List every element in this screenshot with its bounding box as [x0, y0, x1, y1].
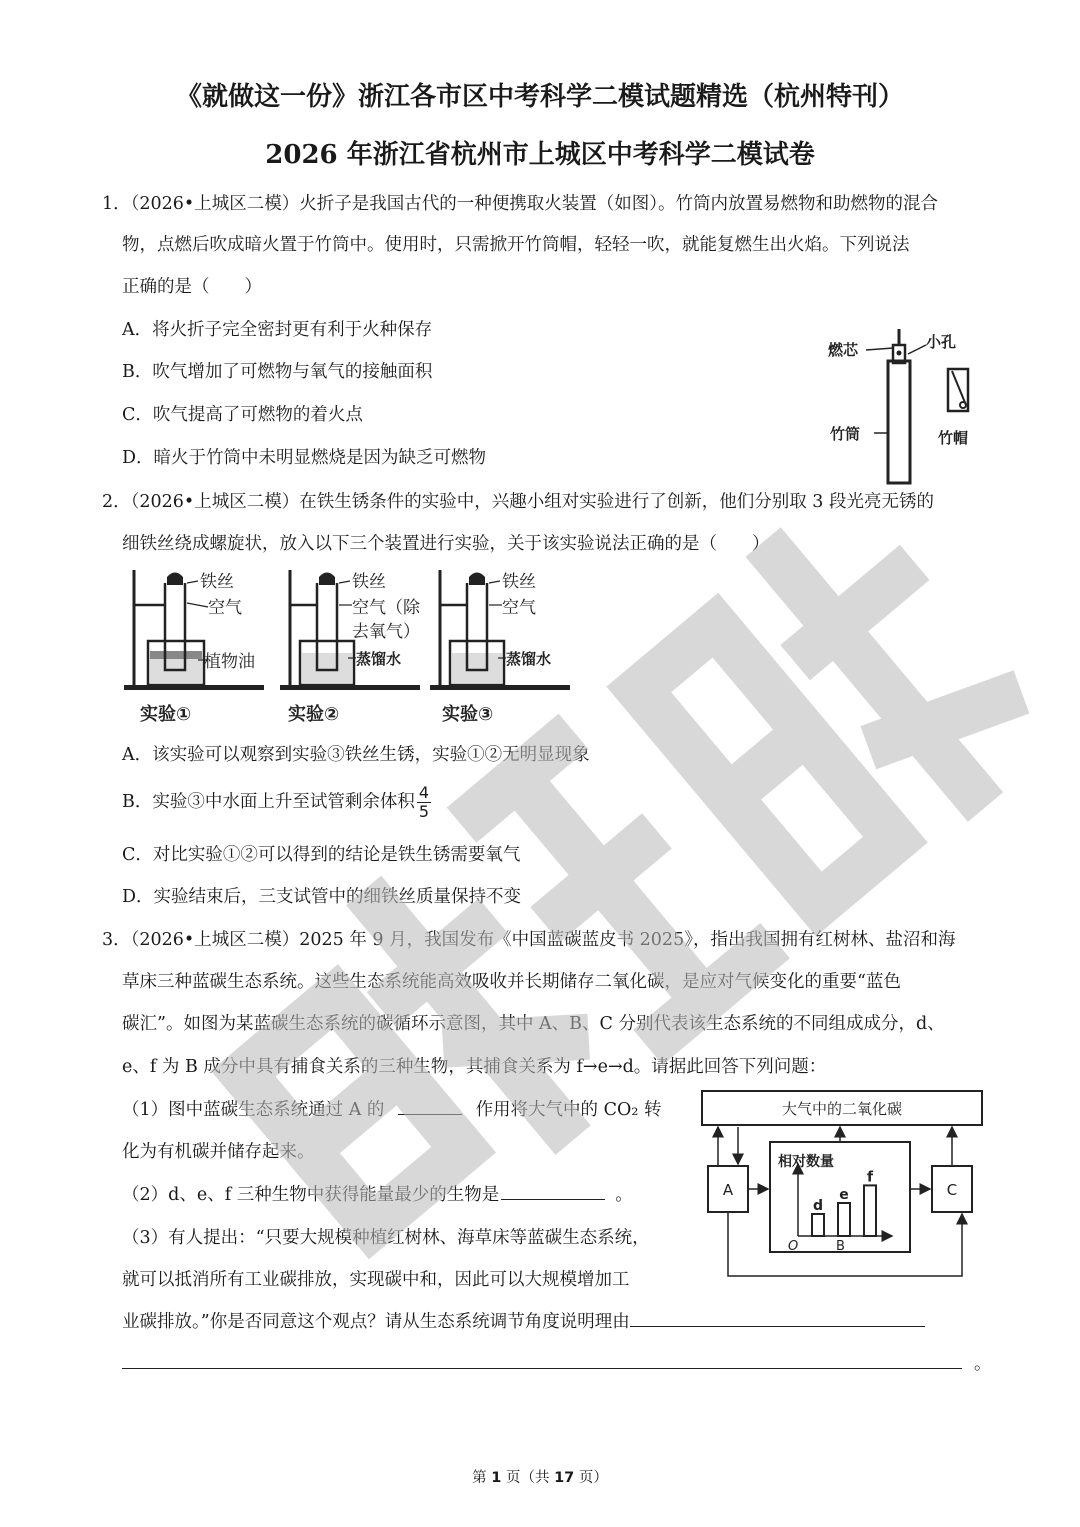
- q2-option-b[interactable]: [122, 784, 431, 821]
- component-a-label: A: [722, 1181, 734, 1199]
- q2-stem-line2: 细铁丝绕成螺旋状，放入以下三个装置进行实验，关于该实验说法正确的是（ ）: [122, 534, 770, 554]
- q3-part3-line2: 就可以抵消所有工业碳排放，实现碳中和，因此可以大规模增加工: [122, 1270, 630, 1290]
- q3-part1-answer-blank[interactable]: [398, 1096, 462, 1115]
- q2-option-d[interactable]: D．实验结束后，三支试管中的细铁丝质量保持不变: [122, 887, 522, 907]
- food-chain-bars: [812, 1169, 876, 1236]
- q1-option-a[interactable]: A．将火折子完全密封更有利于火种保存: [122, 320, 433, 340]
- exp1-air-label: 空气: [208, 598, 242, 618]
- exp3-wire-label: 铁丝: [502, 572, 536, 592]
- exp2-caption: 实验②: [288, 704, 340, 725]
- q3-part3-line1: （3）有人提出：“只要大规模种植红树林、海草床等蓝碳生态系统，: [122, 1228, 650, 1248]
- q2-option-b-text: B．实验③中水面上升至试管剩余体积: [122, 792, 415, 812]
- fraction-numerator: 4: [418, 783, 430, 802]
- relative-quantity-label: 相对数量: [778, 1154, 834, 1170]
- footer-middle: 页（共: [501, 1470, 555, 1486]
- footer-prefix: 第: [472, 1470, 492, 1486]
- q3-part2: [122, 1181, 633, 1206]
- q3-part3-end: 。: [974, 1354, 992, 1374]
- rust-experiment-figure: [120, 565, 580, 730]
- q1-stem-line1: 1．（2026•上城区二模）火折子是我国古代的一种便携取火装置（如图）。竹筒内放置易燃物和助燃物的混合: [102, 194, 938, 214]
- exp3-caption: 实验③: [442, 704, 494, 725]
- bar-label-f: f: [866, 1169, 874, 1186]
- exp2-wire-label: 铁丝: [352, 572, 386, 592]
- q3-stem-line4: e、f 为 B 成分中具有捕食关系的三种生物，其捕食关系为 f→e→d。请据此回答下列问题：: [122, 1057, 827, 1077]
- exp3-air-label: 空气: [502, 598, 536, 618]
- q1-option-d[interactable]: D．暗火于竹筒中未明显燃烧是因为缺乏可燃物: [122, 448, 487, 468]
- exp3-water-label: 蒸馏水: [506, 650, 552, 668]
- exp2-air-label-1: 空气（除: [352, 598, 420, 618]
- q3-part3-line3: [122, 1308, 925, 1333]
- q1-stem-line3: 正确的是（ ）: [122, 277, 262, 297]
- q3-part2-answer-blank[interactable]: [501, 1181, 605, 1200]
- q3-stem-line3: 碳汇”。如图为某蓝碳生态系统的碳循环示意图，其中 A、B、C 分别代表该生态系统的不同组成成分，d、: [122, 1014, 945, 1034]
- q3-part2-end: 。: [615, 1185, 633, 1205]
- q3-part3-line4: [122, 1350, 992, 1375]
- q3-part2-text: （2）d、e、f 三种生物中获得能量最少的生物是: [122, 1185, 500, 1205]
- fire-starter-figure: [820, 325, 1000, 485]
- current-page-number: 1: [491, 1470, 502, 1486]
- exp2-air-label-2: 去氧气）: [352, 622, 420, 642]
- q1-stem-line2: 物，点燃后吹成暗火置于竹筒中。使用时，只需掀开竹筒帽，轻轻一吹，就能复燃生出火焰。下列说法: [122, 235, 910, 255]
- document-title: 《就做这一份》浙江各市区中考科学二模试题精选（杭州特刊）: [175, 82, 904, 112]
- q3-part3-answer-blank-1[interactable]: [630, 1308, 925, 1327]
- component-c-label: C: [946, 1181, 958, 1199]
- q1-option-c[interactable]: C．吹气提高了可燃物的着火点: [122, 405, 363, 425]
- q3-stem-line2: 草床三种蓝碳生态系统。这些生态系统能高效吸收并长期储存二氧化碳，是应对气候变化的重要“蓝色: [122, 972, 901, 992]
- bar-d: [812, 1214, 824, 1236]
- cap-label: 竹帽: [938, 429, 969, 447]
- q3-part1-line2: 化为有机碳并储存起来。: [122, 1142, 315, 1162]
- origin-label: O: [788, 1239, 799, 1254]
- bar-label-e: e: [839, 1187, 849, 1203]
- component-b-label: B: [836, 1239, 845, 1254]
- wick-label: 燃芯: [828, 341, 859, 359]
- bar-label-d: d: [812, 1198, 824, 1214]
- four-fifths-fraction: [417, 784, 431, 821]
- tube-label: 竹筒: [830, 425, 861, 443]
- experiment-1-apparatus: [124, 570, 264, 690]
- total-page-count: 17: [554, 1470, 575, 1486]
- q2-option-a[interactable]: A．该实验可以观察到实验③铁丝生锈，实验①②无明显现象: [122, 745, 590, 765]
- exam-title: 2026 年浙江省杭州市上城区中考科学二模试卷: [265, 140, 815, 170]
- exp1-wire-label: 铁丝: [200, 572, 234, 592]
- atmosphere-label: 大气中的二氧化碳: [781, 1100, 903, 1118]
- q2-option-c[interactable]: C．对比实验①②可以得到的结论是铁生锈需要氧气: [122, 845, 521, 865]
- exp2-water-label: 蒸馏水: [356, 650, 402, 668]
- q3-part1-text-b: 作用将大气中的 CO₂ 转: [475, 1100, 662, 1120]
- q3-part3-answer-blank-2[interactable]: [122, 1350, 962, 1369]
- q3-part1-text-a: （1）图中蓝碳生态系统通过 A 的: [122, 1100, 385, 1120]
- exp1-caption: 实验①: [140, 704, 192, 725]
- page-footer: [0, 1466, 1080, 1487]
- fraction-denominator: 5: [418, 802, 430, 821]
- carbon-cycle-diagram: [700, 1086, 986, 1284]
- q3-part1: [122, 1096, 661, 1121]
- experiment-3-apparatus: [430, 570, 570, 690]
- q1-option-b[interactable]: B．吹气增加了可燃物与氧气的接触面积: [122, 362, 433, 382]
- bar-e: [838, 1203, 850, 1236]
- hole-label: 小孔: [926, 333, 957, 351]
- exp1-oil-label: 植物油: [204, 652, 255, 672]
- bar-f: [864, 1185, 876, 1236]
- q3-stem-line1: 3．（2026•上城区二模）2025 年 9 月，我国发布《中国蓝碳蓝皮书 2025》，指出我国拥有红树林、盐沼和海: [102, 930, 956, 950]
- q2-stem-line1: 2．（2026•上城区二模）在铁生锈条件的实验中，兴趣小组对实验进行了创新，他们分别取 3 段光亮无锈的: [102, 492, 934, 512]
- footer-suffix: 页）: [574, 1470, 608, 1486]
- q3-part3-text: 业碳排放。”你是否同意这个观点？请从生态系统调节角度说明理由: [122, 1312, 630, 1332]
